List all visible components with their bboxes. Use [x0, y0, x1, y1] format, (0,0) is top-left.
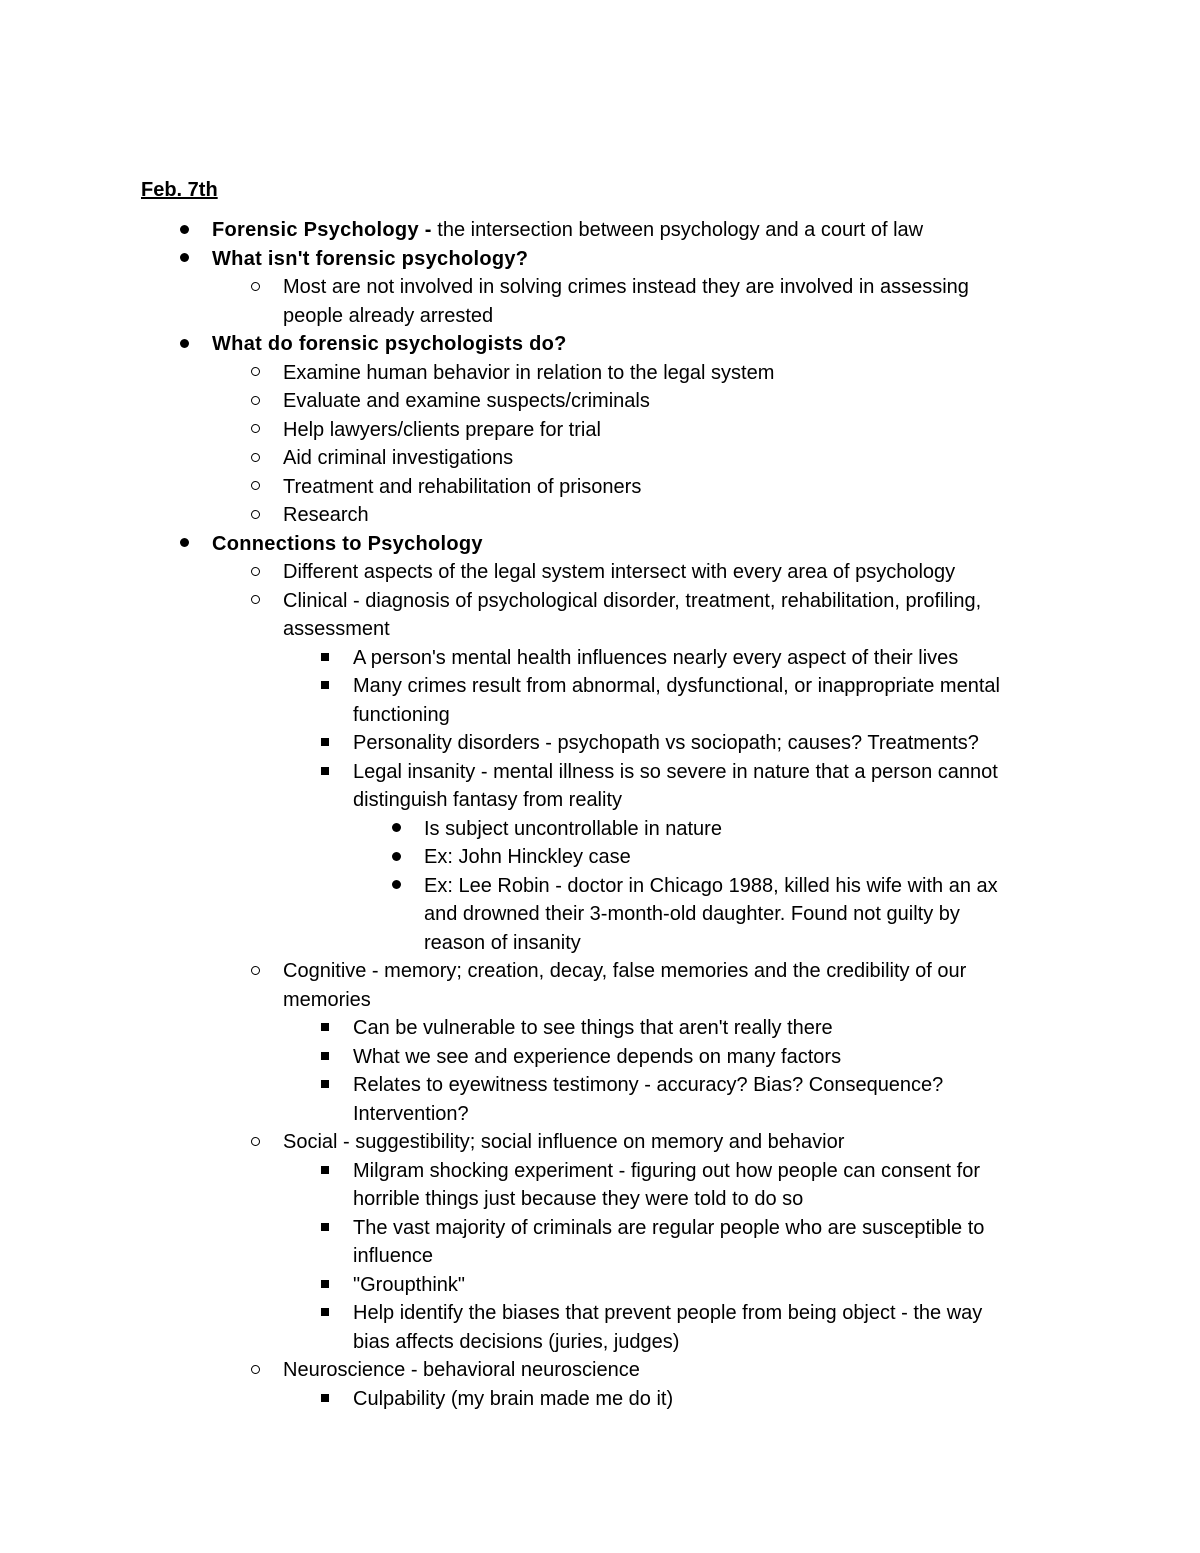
- list-item: [0, 273, 1200, 302]
- list-item-text: Cognitive - memory; creation, decay, false memories and the credibility of our: [283, 960, 967, 982]
- bullet-circle-icon: [248, 558, 262, 587]
- list-item: [0, 672, 1200, 701]
- list-item-text: Legal insanity - mental illness is so severe in nature that a person cannot: [353, 760, 998, 783]
- list-item: [0, 444, 1200, 473]
- list-item: [0, 359, 1200, 388]
- bullet-circle-icon: [248, 416, 262, 445]
- bullet-circle-icon: [248, 387, 262, 416]
- list-item-text: Connections to Psychology: [212, 532, 483, 555]
- list-item-continuation: [0, 1185, 1200, 1214]
- list-item-text: Social - suggestibility; social influence on memory and behavior: [283, 1131, 845, 1153]
- list-item-text: Treatment and rehabilitation of prisoners: [283, 475, 642, 498]
- list-item-continuation: [0, 786, 1200, 815]
- list-item: [0, 1214, 1200, 1243]
- list-item: [0, 245, 1200, 274]
- list-item-continuation: [0, 986, 1200, 1015]
- list-item-text: influence: [353, 1245, 434, 1267]
- list-item-text: Relates to eyewitness testimony - accuracy? Bias? Consequence?: [353, 1074, 944, 1096]
- bullet-square-icon: [318, 1157, 332, 1186]
- list-item: [0, 416, 1200, 445]
- list-item-text: memories: [283, 988, 371, 1011]
- bullet-circle-icon: [248, 1128, 262, 1157]
- bullet-circle-icon: [248, 957, 262, 986]
- list-item-text: Is subject uncontrollable in nature: [424, 817, 722, 840]
- term: Forensic Psychology -: [212, 219, 432, 241]
- list-item-text: What do forensic psychologists do?: [212, 333, 567, 355]
- list-item-text: Clinical - diagnosis of psychological disorder, treatment, rehabilitation, profiling,: [283, 589, 982, 612]
- bullet-square-icon: [318, 1271, 332, 1300]
- list-item: [0, 843, 1200, 872]
- bullet-square-icon: [318, 758, 332, 787]
- bullet-dot-icon: [389, 843, 403, 872]
- list-item-text: Ex: Lee Robin - doctor in Chicago 1988, killed his wife with an ax: [424, 874, 998, 897]
- list-item-text: bias affects decisions (juries, judges): [353, 1330, 680, 1353]
- list-item-text: Milgram shocking experiment - figuring out how people can consent for: [353, 1159, 980, 1182]
- list-item: [0, 1299, 1200, 1328]
- definition: the intersection between psychology and a court of law: [431, 219, 924, 241]
- bullet-circle-icon: [248, 1356, 262, 1385]
- list-item-continuation: [0, 1328, 1200, 1357]
- list-item-text: and drowned their 3-month-old daughter. Found not guilty by: [424, 903, 960, 925]
- list-item: [0, 216, 1200, 245]
- bullet-dot-icon: [389, 872, 403, 901]
- bullet-dot-icon: [177, 330, 191, 359]
- bullet-circle-icon: [248, 501, 262, 530]
- list-item-text: Evaluate and examine suspects/criminals: [283, 390, 650, 412]
- list-item: [0, 644, 1200, 673]
- list-item-text: functioning: [353, 703, 450, 726]
- bullet-square-icon: [318, 1071, 332, 1100]
- list-item-continuation: [0, 929, 1200, 958]
- list-item-text: Intervention?: [353, 1102, 469, 1125]
- bullet-circle-icon: [248, 473, 262, 502]
- list-item-text: Aid criminal investigations: [283, 447, 514, 469]
- list-item-text: The vast majority of criminals are regular people who are susceptible to: [353, 1216, 985, 1239]
- list-item: [0, 1014, 1200, 1043]
- list-item: [0, 1385, 1200, 1414]
- list-item-continuation: [0, 1100, 1200, 1129]
- list-item-text: Ex: John Hinckley case: [424, 846, 631, 868]
- list-item: [0, 872, 1200, 901]
- list-item: [0, 729, 1200, 758]
- list-item: [0, 387, 1200, 416]
- list-item: [0, 330, 1200, 359]
- list-item: [0, 1071, 1200, 1100]
- list-item-text: Help lawyers/clients prepare for trial: [283, 418, 601, 441]
- list-item: [0, 1128, 1200, 1157]
- bullet-square-icon: [318, 1043, 332, 1072]
- bullet-square-icon: [318, 729, 332, 758]
- bullet-circle-icon: [248, 444, 262, 473]
- list-item-text: What we see and experience depends on many factors: [353, 1045, 842, 1068]
- list-item-text: Help identify the biases that prevent people from being object - the way: [353, 1302, 983, 1324]
- list-item-text: distinguish fantasy from reality: [353, 789, 623, 811]
- list-item-text: reason of insanity: [424, 931, 581, 954]
- list-item-text: Personality disorders - psychopath vs sociopath; causes? Treatments?: [353, 732, 979, 754]
- list-item: [0, 1043, 1200, 1072]
- notes-outline: [0, 216, 1200, 1413]
- list-item-text: Many crimes result from abnormal, dysfunctional, or inappropriate mental: [353, 675, 1000, 697]
- bullet-square-icon: [318, 644, 332, 673]
- list-item: [0, 1271, 1200, 1300]
- list-item-text: people already arrested: [283, 304, 494, 327]
- list-item: [0, 815, 1200, 844]
- page-title: Feb. 7th: [141, 179, 218, 201]
- bullet-dot-icon: [177, 216, 191, 245]
- list-item: [0, 501, 1200, 530]
- list-item: [0, 1157, 1200, 1186]
- list-item-text: assessment: [283, 618, 390, 640]
- list-item: [0, 758, 1200, 787]
- list-item: [0, 473, 1200, 502]
- bullet-dot-icon: [389, 815, 403, 844]
- bullet-square-icon: [318, 1014, 332, 1043]
- list-item-text: horrible things just because they were told to do so: [353, 1188, 804, 1210]
- list-item-text: "Groupthink": [353, 1273, 466, 1296]
- list-item-continuation: [0, 900, 1200, 929]
- list-item-continuation: [0, 302, 1200, 331]
- list-item-text: Neuroscience - behavioral neuroscience: [283, 1359, 640, 1381]
- bullet-square-icon: [318, 1214, 332, 1243]
- list-item-text: Can be vulnerable to see things that aren't really there: [353, 1017, 833, 1039]
- bullet-square-icon: [318, 672, 332, 701]
- bullet-square-icon: [318, 1299, 332, 1328]
- list-item: [0, 558, 1200, 587]
- bullet-dot-icon: [177, 245, 191, 274]
- bullet-circle-icon: [248, 273, 262, 302]
- list-item-text: What isn't forensic psychology?: [212, 247, 529, 270]
- list-item-text: Most are not involved in solving crimes instead they are involved in assessing: [283, 276, 969, 298]
- list-item-text: Different aspects of the legal system intersect with every area of psychology: [283, 561, 956, 583]
- list-item: [0, 1356, 1200, 1385]
- list-item-text: Culpability (my brain made me do it): [353, 1387, 674, 1410]
- list-item-continuation: [0, 1242, 1200, 1271]
- list-item: [0, 530, 1200, 559]
- list-item: [0, 957, 1200, 986]
- list-item-continuation: [0, 615, 1200, 644]
- list-item-text: Research: [283, 504, 369, 526]
- bullet-circle-icon: [248, 359, 262, 388]
- bullet-circle-icon: [248, 587, 262, 616]
- bullet-square-icon: [318, 1385, 332, 1414]
- list-item: [0, 587, 1200, 616]
- list-item-text: Examine human behavior in relation to the legal system: [283, 361, 775, 384]
- bullet-dot-icon: [177, 530, 191, 559]
- list-item-continuation: [0, 701, 1200, 730]
- list-item-text: A person's mental health influences nearly every aspect of their lives: [353, 646, 959, 669]
